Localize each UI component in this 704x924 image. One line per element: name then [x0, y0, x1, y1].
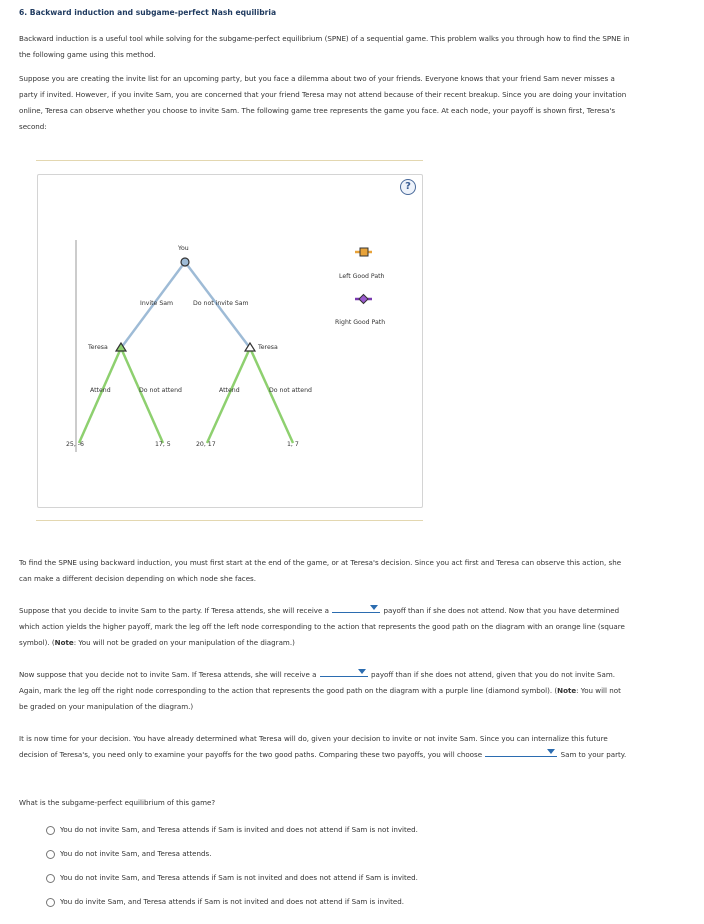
radio-button[interactable] [46, 826, 55, 835]
radio-button[interactable] [46, 898, 55, 907]
scenario-paragraph: Suppose you are creating the invite list for an upcoming party, but you face a dilemma about two of your friends. Everyone knows that your friend Sam never misses a party if invited. However, if you invite Sam, you are concerned that your friend Teresa may not attend because of their recent breakup. Since you are doing your invitation online, Teresa can observe whether you choose to invite Sam. The following game tree represents the game you face. At each node, your payoff is shown first, Teresa's second: [19, 74, 627, 131]
right-attend-label: Attend [219, 387, 240, 394]
root-label: You [178, 245, 189, 252]
edge-right-do-not-attend[interactable] [250, 348, 293, 443]
help-icon[interactable]: ? [400, 179, 416, 195]
radio-button[interactable] [46, 874, 55, 883]
teresa-payoff-not-invited-dropdown[interactable] [320, 667, 368, 677]
teresa-payoff-invited-dropdown[interactable] [332, 603, 380, 613]
left-teresa-label: Teresa [88, 344, 108, 351]
payoff-invite-attend: 25, -6 [66, 441, 84, 448]
spne-question: What is the subgame-perfect equilibrium of this game? [19, 798, 216, 807]
right-do-not-attend-label: Do not attend [269, 387, 312, 394]
left-do-not-attend-label: Do not attend [139, 387, 182, 394]
right-good-path-legend: Right Good Path [335, 319, 386, 326]
edge-left-attend[interactable] [79, 348, 121, 443]
intro-paragraph: Backward induction is a useful tool while solving for the subgame-perfect equilibrium (SPNE) of a sequential game. This problem walks you through how to find the SPNE in the following game using this method. [19, 34, 630, 59]
edge-right-attend[interactable] [207, 348, 250, 443]
chevron-down-icon [358, 669, 366, 674]
right-teresa-label: Teresa [258, 344, 278, 351]
payoff-no-invite-attend: 20, 17 [196, 441, 216, 448]
left-good-path-legend: Left Good Path [339, 273, 385, 280]
problem-title: 6. Backward induction and subgame-perfect Nash equilibria [19, 8, 277, 17]
invite-sam-label: Invite Sam [140, 300, 174, 307]
not-invite-sam-question: Now suppose that you decide not to invite Sam. If Teresa attends, she will receive a payoff than if she does not attend, given that you do not invite Sam. Again, mark the leg off the right node corresponding to the action that represents the good path on the diagram with a purple line (diamond symbol). (Note: You will not be graded on your manipulation of the diagram.) [19, 667, 631, 715]
diamond-symbol-icon[interactable] [359, 295, 368, 304]
radio-button[interactable] [46, 850, 55, 859]
answer-option-2[interactable]: You do not invite Sam, and Teresa attends. [46, 848, 212, 860]
answer-option-1[interactable]: You do not invite Sam, and Teresa attends if Sam is invited and does not attend if Sam is not invited. [46, 824, 418, 836]
answer-option-4[interactable]: You do invite Sam, and Teresa attends if Sam is not invited and does not attend if Sam is invited. [46, 896, 404, 908]
payoff-invite-not-attend: 17, 5 [155, 441, 171, 448]
your-decision-question: It is now time for your decision. You have already determined what Teresa will do, given your decision to invite or not invite Sam. Since you can internalize this future decision of Teresa's, you need only to examine your payoffs for the two good paths. Comparing these two payoffs, you will choose Sam to your party. [19, 734, 627, 759]
left-attend-label: Attend [90, 387, 111, 394]
chevron-down-icon [370, 605, 378, 610]
backward-induction-paragraph: To find the SPNE using backward induction, you must first start at the end of the game, or at Teresa's decision. Since you act first and Teresa can observe this action, she can make a different decision depending on which node she faces. [19, 558, 622, 583]
invite-choice-dropdown[interactable] [485, 747, 557, 757]
payoff-no-invite-not-attend: 1, 7 [287, 441, 299, 448]
do-not-invite-sam-label: Do not invite Sam [193, 300, 249, 307]
edge-left-do-not-attend[interactable] [121, 348, 163, 443]
invite-sam-question: Suppose that you decide to invite Sam to the party. If Teresa attends, she will receive a payoff than if she does not attend. Now that you have determined which action yields the higher payoff, mark the leg off the left node corresponding to the action that represents the good path on the diagram with an orange line (square symbol). (Note: You will not be graded on your manipulation of the diagram.) [19, 603, 631, 651]
root-node [181, 258, 189, 266]
answer-option-3[interactable]: You do not invite Sam, and Teresa attends if Sam is not invited and does not attend if Sam is invited. [46, 872, 418, 884]
bottom-divider [36, 520, 423, 521]
square-symbol-icon[interactable] [360, 248, 368, 256]
chevron-down-icon [547, 749, 555, 754]
